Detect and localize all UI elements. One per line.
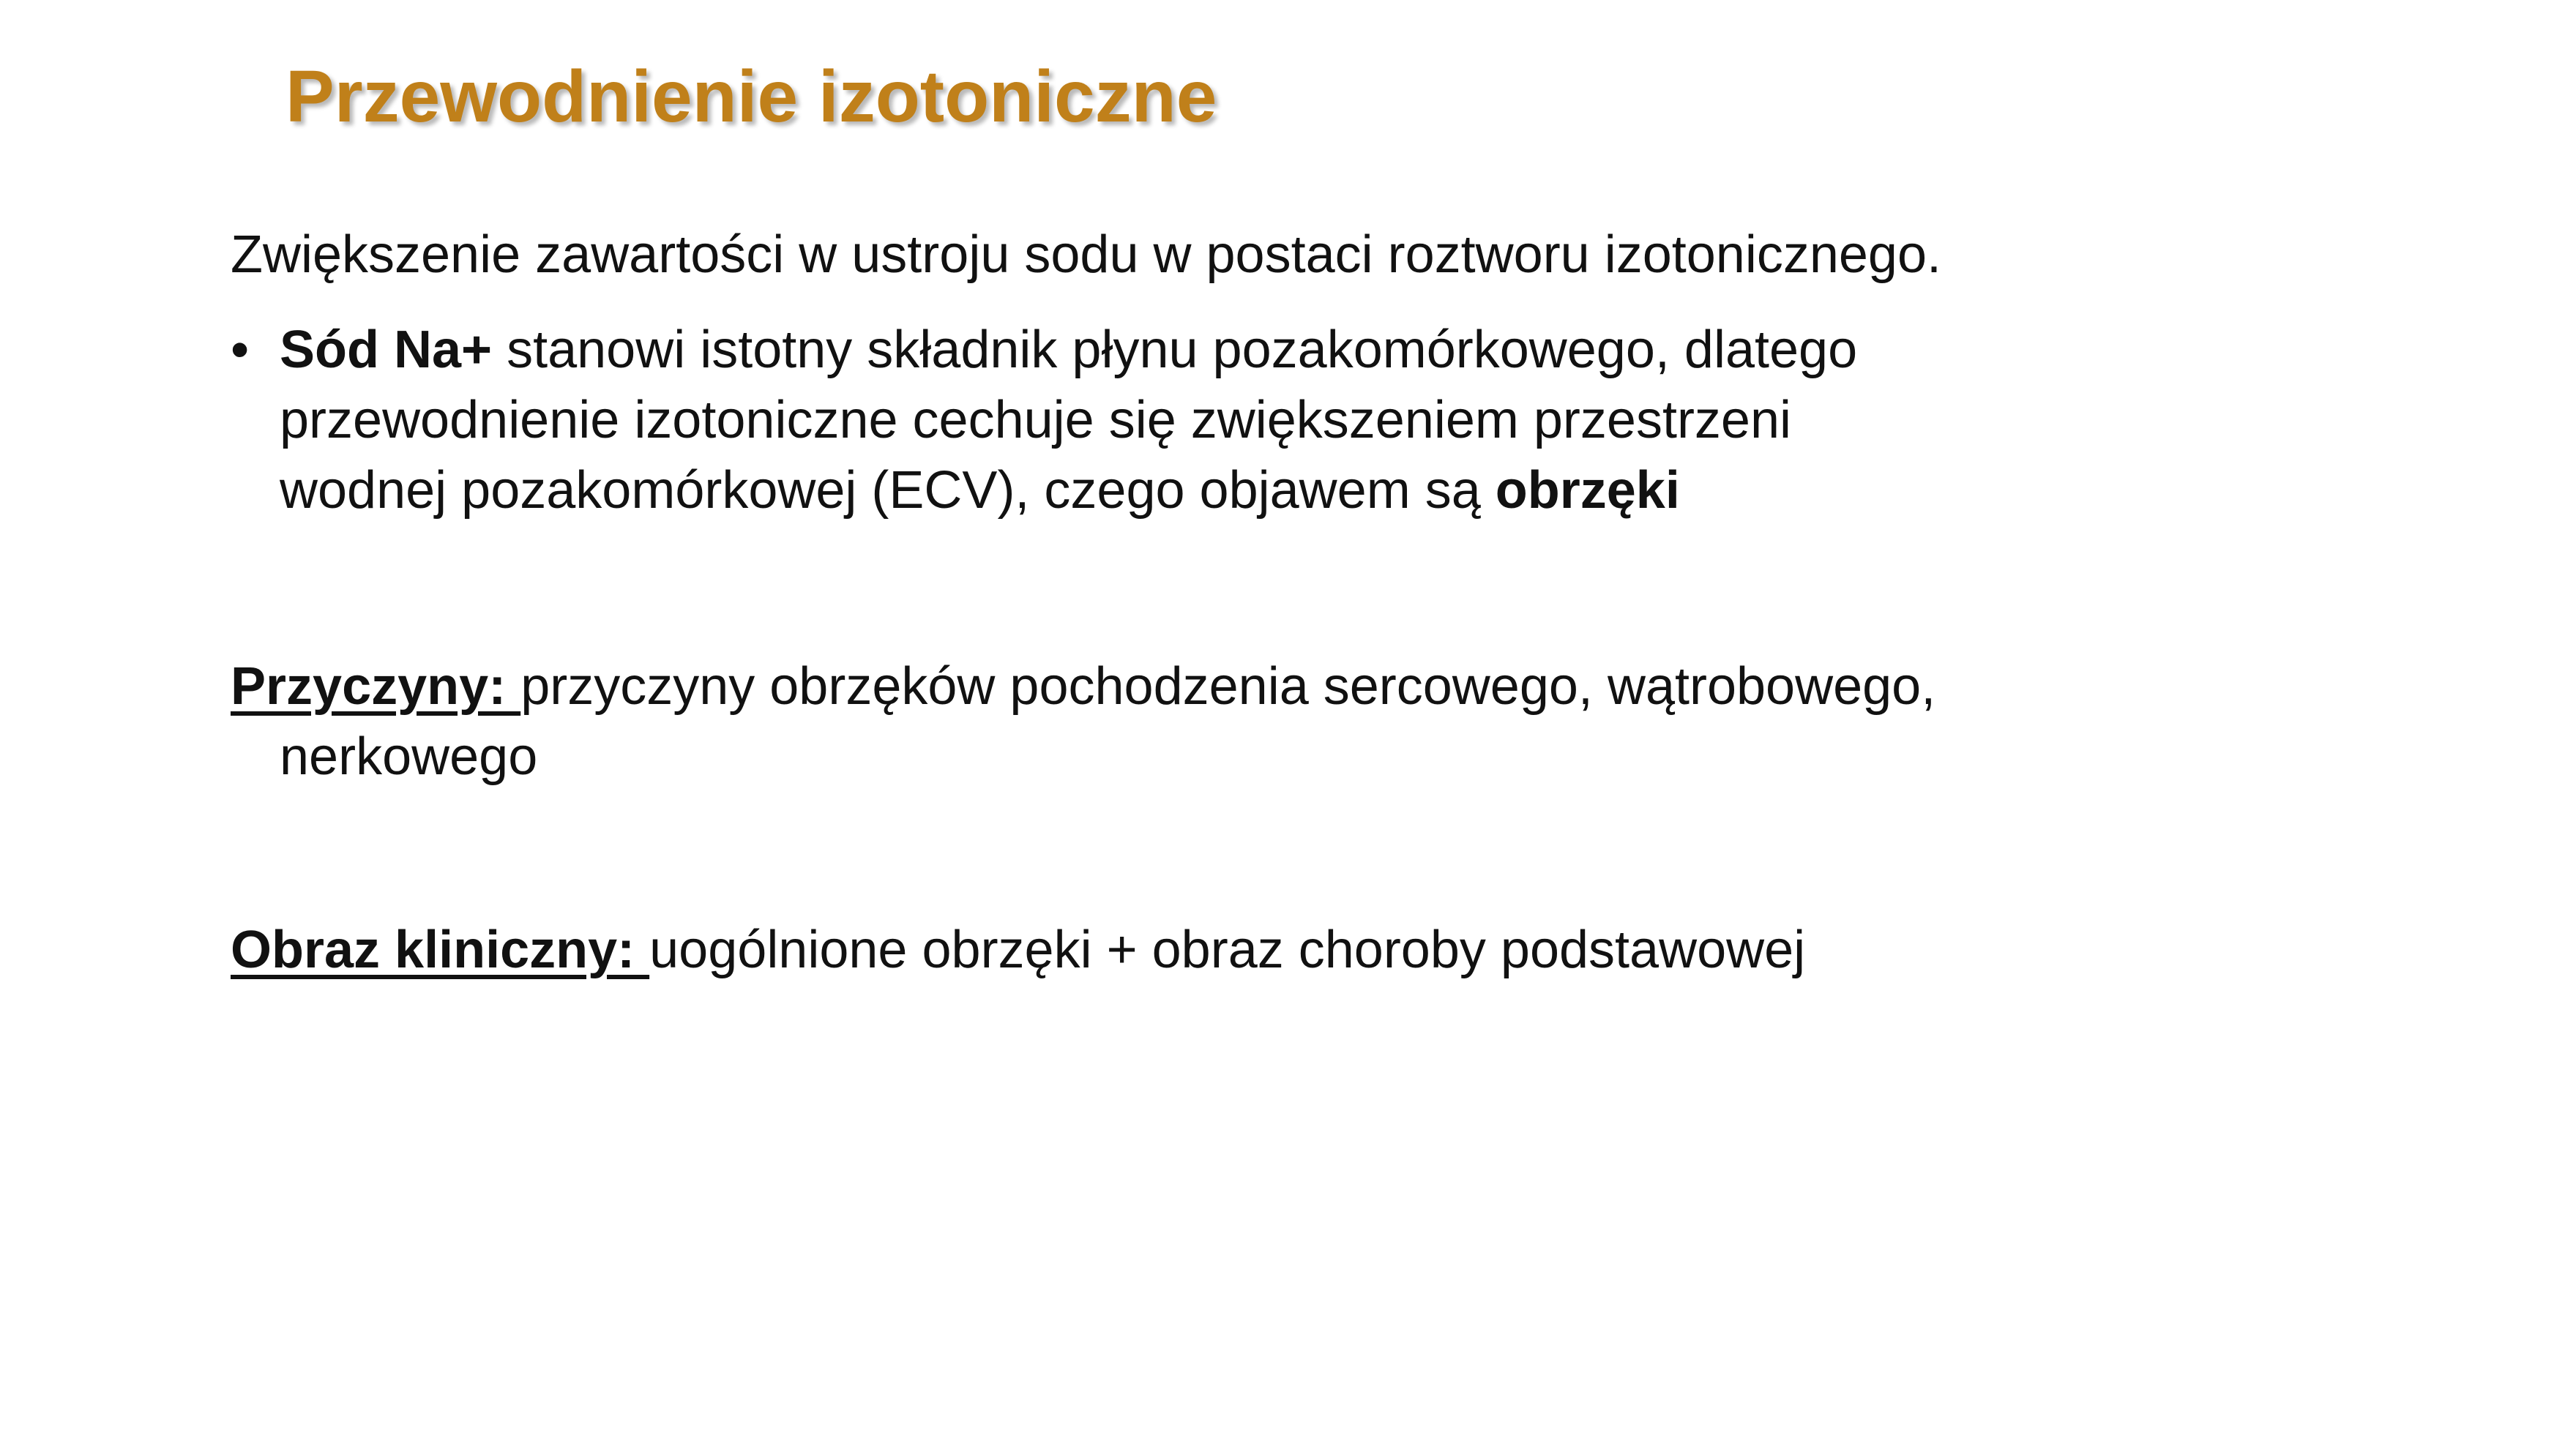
causes-text-1: przyczyny obrzęków pochodzenia sercowego, wątrobowego, <box>520 657 1936 716</box>
clinical-text: uogólnione obrzęki + obraz choroby podstawowej <box>649 921 1806 979</box>
intro-text: Zwiększenie zawartości w ustroju sodu w postaci roztworu izotonicznego. <box>231 225 1942 284</box>
causes-section <box>231 651 2427 792</box>
bullet-line-3 <box>280 455 2427 525</box>
clinical-label: Obraz kliniczny: <box>231 921 650 979</box>
sodium-bold-lead: Sód Na+ <box>280 321 493 379</box>
bullet-line-1 <box>280 315 2427 385</box>
edema-bold: obrzęki <box>1495 461 1680 520</box>
bullet-line-2: przewodnienie izotoniczne cechuje się zwiększeniem przestrzeni <box>280 391 1792 449</box>
bullet-line-1-rest: stanowi istotny składnik płynu pozakomórkowego, dlatego <box>492 321 1858 379</box>
bullet-line-3-text: wodnej pozakomórkowej (ECV), czego objawem są <box>280 461 1496 520</box>
causes-line-2: nerkowego <box>280 727 538 786</box>
slide-title: Przewodnienie izotoniczne <box>285 56 1217 138</box>
causes-label: Przyczyny: <box>231 657 521 716</box>
bullet-item <box>231 315 2427 525</box>
causes-line-1 <box>231 651 2427 722</box>
clinical-section <box>231 915 2427 985</box>
bullet-marker: • <box>231 321 250 379</box>
